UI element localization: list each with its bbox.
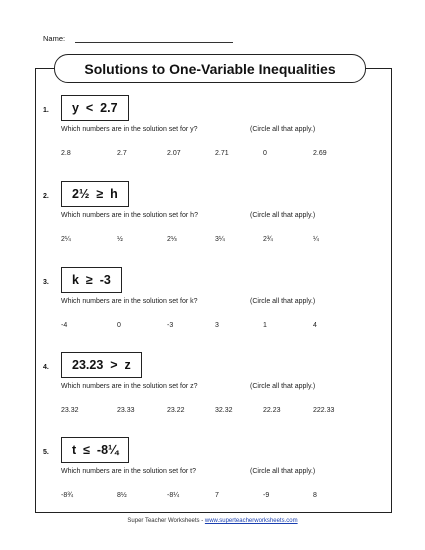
worksheet-title: Solutions to One-Variable Inequalities <box>54 54 366 83</box>
instruction-text: (Circle all that apply.) <box>250 298 316 305</box>
problem-1 <box>0 93 425 173</box>
answer-choice[interactable]: 7 <box>215 492 219 499</box>
footer <box>0 518 425 524</box>
footer-separator: - <box>199 518 205 524</box>
answer-choice[interactable]: 4 <box>313 322 317 329</box>
answer-choice[interactable]: 3 <box>215 322 219 329</box>
name-line[interactable] <box>75 42 233 43</box>
name-label: Name: <box>43 34 66 43</box>
answer-choices <box>61 492 361 502</box>
instruction-text: (Circle all that apply.) <box>250 126 316 133</box>
answer-choice[interactable]: 0 <box>263 150 267 157</box>
answer-choices <box>61 236 361 246</box>
instruction-text: (Circle all that apply.) <box>250 468 316 475</box>
problem-number: 4. <box>43 364 49 371</box>
answer-choice[interactable]: 8½ <box>117 492 127 499</box>
answer-choice[interactable]: 23.33 <box>117 407 135 414</box>
answer-choice[interactable]: 222.33 <box>313 407 335 414</box>
answer-choices <box>61 150 361 160</box>
answer-choice[interactable]: 2¼ <box>61 236 71 243</box>
answer-choice[interactable]: 2.8 <box>61 150 71 157</box>
answer-choice[interactable]: 0 <box>117 322 121 329</box>
answer-choice[interactable]: 3¼ <box>215 236 225 243</box>
problem-number: 2. <box>43 193 49 200</box>
inequality-box: k ≥ -3 <box>61 267 122 293</box>
inequality-box: 23.23 > z <box>61 352 142 378</box>
answer-choices <box>61 407 361 417</box>
answer-choice[interactable]: 23.22 <box>167 407 185 414</box>
answer-choice[interactable]: ¼ <box>313 236 319 243</box>
question-text: Which numbers are in the solution set for y? <box>61 126 198 133</box>
question-text: Which numbers are in the solution set for h? <box>61 212 198 219</box>
answer-choice[interactable]: -4 <box>61 322 68 329</box>
footer-link[interactable]: www.superteacherworksheets.com <box>204 518 298 524</box>
problem-2 <box>0 179 425 259</box>
answer-choice[interactable]: 2¾ <box>263 236 273 243</box>
answer-choice[interactable]: -9 <box>263 492 270 499</box>
problem-3 <box>0 265 425 345</box>
instruction-text: (Circle all that apply.) <box>250 212 316 219</box>
answer-choice[interactable]: -8¾ <box>61 492 74 499</box>
answer-choices <box>61 322 361 332</box>
answer-choice[interactable]: 2.71 <box>215 150 229 157</box>
answer-choice[interactable]: 8 <box>313 492 317 499</box>
instruction-text: (Circle all that apply.) <box>250 383 316 390</box>
question-text: Which numbers are in the solution set for t? <box>61 468 197 475</box>
inequality-box: y < 2.7 <box>61 95 129 121</box>
answer-choice[interactable]: 2.07 <box>167 150 181 157</box>
answer-choice[interactable]: 2.7 <box>117 150 127 157</box>
footer-brand: Super Teacher Worksheets <box>127 518 200 524</box>
answer-choice[interactable]: 23.32 <box>61 407 79 414</box>
answer-choice[interactable]: ½ <box>117 236 123 243</box>
problem-5 <box>0 435 425 515</box>
problem-number: 5. <box>43 449 49 456</box>
inequality-box: t ≤ -8¼ <box>61 437 129 463</box>
answer-choice[interactable]: 2⅓ <box>167 236 177 243</box>
problem-4 <box>0 350 425 430</box>
question-text: Which numbers are in the solution set for z? <box>61 383 198 390</box>
answer-choice[interactable]: 22.23 <box>263 407 281 414</box>
inequality-box: 2½ ≥ h <box>61 181 129 207</box>
problem-number: 1. <box>43 107 49 114</box>
answer-choice[interactable]: -8¼ <box>167 492 180 499</box>
answer-choice[interactable]: 2.69 <box>313 150 327 157</box>
question-text: Which numbers are in the solution set for k? <box>61 298 198 305</box>
answer-choice[interactable]: 32.32 <box>215 407 233 414</box>
answer-choice[interactable]: -3 <box>167 322 174 329</box>
answer-choice[interactable]: 1 <box>263 322 267 329</box>
problem-number: 3. <box>43 279 49 286</box>
